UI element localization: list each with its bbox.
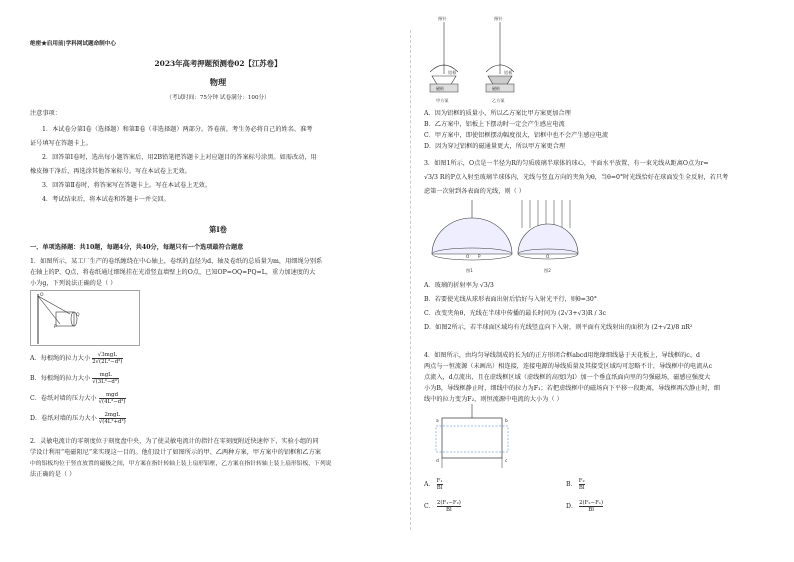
- fig-label: 铝框: [448, 70, 457, 75]
- fraction-numerator: 2(F₁−F₂): [436, 500, 461, 506]
- q2-figure: [426, 14, 536, 106]
- q1-line: 1．如图所示，某工厂生产的卷纸缠绕在中心轴上，卷纸的直径为d，轴及卷纸的总质量为m，用细绳分别系: [30, 258, 323, 265]
- fig-label: c: [505, 459, 508, 464]
- fig-label: a: [436, 419, 439, 424]
- q1-option-d: [30, 412, 126, 425]
- q1-option-b: [30, 372, 119, 385]
- option-fraction: [579, 500, 603, 513]
- fig-label: 铝板: [504, 70, 513, 75]
- option-fraction: [92, 352, 122, 365]
- q1-line: 小为g，下列说法正确的是（ ）: [30, 280, 117, 287]
- notice-line: 1．本试卷分第Ⅰ卷（选择题）和第Ⅱ卷（非选择题）两部分。答卷前，考生务必将自己的姓名、准考: [42, 126, 313, 133]
- notice-line: 2．回答第Ⅰ卷时，选出每小题答案后，用2B铅笔把答题卡上对应题目的答案标号涂黑。如需改动，用: [42, 154, 317, 161]
- q1-fig-label: Q: [76, 313, 80, 318]
- fraction-denominator: √(4L²+d²): [98, 419, 126, 425]
- fraction-numerator: F₁: [436, 478, 443, 484]
- fraction-numerator: F₂: [578, 478, 585, 484]
- q4-option-c: [424, 500, 461, 513]
- option-fraction: [437, 478, 443, 491]
- q2-line: 法正确的是（ ）: [30, 471, 76, 478]
- q1-figure: [30, 290, 140, 346]
- notice-line: 橡皮擦干净后，再选涂其他答案标号。写在本试卷上无效。: [30, 168, 191, 175]
- notice-line: 证号填写在答题卡上。: [30, 140, 92, 147]
- q3-option-a: A．玻璃的折射率为 √3/3: [424, 282, 494, 289]
- q4-line: 小为B，导线框静止时，细线中的拉力为F₁；若把虚线框中的磁场向下平移一段距离，导线框再次静止时，细: [424, 385, 720, 392]
- fig-label: 乙方案: [492, 98, 505, 103]
- option-fraction: [92, 372, 119, 385]
- figure-2: [518, 200, 578, 274]
- subject-title: 物理: [209, 77, 227, 87]
- column-divider: [410, 30, 411, 530]
- q2-line: 中的铝板均位于竖直放置的磁极之间，甲方案在指针转轴上装上扇形铝框，乙方案在指针转轴上装上扇形铝板，下列说: [30, 461, 332, 467]
- fig-label: 磁极: [492, 86, 500, 91]
- q4-line: 两点与一恒流源（未画出）相连接，连接电源的导线质量及其接受区域均可忽略不计，导线框中的电流从c: [424, 363, 713, 370]
- q4-line: 4．如图所示，由均匀导线制成的长为l的正方形闭合框abcd用绝缘细线悬于天花板上，导线框的c、d: [424, 352, 700, 359]
- option-label: A．: [424, 481, 435, 488]
- fraction-numerator: mgL: [92, 372, 119, 379]
- notice-heading: 注意事项：: [30, 110, 61, 117]
- fraction-numerator: √3mgL: [92, 352, 122, 359]
- q3-option-c: C．改变夹角θ，光线在半球中传播的最长时间为 (2√3+√3)R / 3c: [424, 310, 606, 317]
- fig-label: O: [466, 254, 470, 259]
- scheme-b: [486, 15, 514, 104]
- option-fraction: [99, 392, 126, 405]
- option-label: B．: [566, 481, 577, 488]
- fraction-numerator: 2(F₂−F₁): [579, 500, 604, 506]
- q4-figure: [426, 404, 518, 470]
- figure-1: [432, 200, 512, 274]
- option-label: D．: [566, 503, 578, 510]
- q3-option-d: D．如图2所示，若半球面区域均有光线竖直向下入射，则平面有光线射出的面积为 (2+√2)/8 πR²: [424, 324, 693, 331]
- notice-line: 4．考试结束后，将本试卷和答题卡一并交回。: [42, 196, 170, 203]
- fraction-denominator: √(3L²−d²): [92, 379, 120, 385]
- exam-meta: （考试时间：75分钟 试卷满分：100分）: [166, 95, 270, 101]
- option-label: D．卷纸对墙的压力大小: [30, 415, 97, 422]
- fig-label: d: [436, 459, 439, 464]
- fraction-denominator: Bl: [446, 507, 452, 513]
- q4-line: 线中的拉力变为F₂，则恒流源中电流的大小为（ ）: [424, 396, 563, 403]
- q1-option-a: [30, 352, 123, 365]
- fraction-denominator: √(4L²−d²): [98, 399, 126, 405]
- q3-line: √3/3 R的P点入射至玻璃半球体内，光线与竖直方向的夹角为θ，当θ=0°时光线恰好在球面发生全反射，若只考: [424, 174, 729, 181]
- fraction-denominator: Bl: [588, 507, 594, 513]
- q4-option-d: [566, 500, 603, 513]
- fig-label: 甲方案: [436, 98, 449, 103]
- fraction-denominator: 2√(2L²−d²): [92, 359, 123, 365]
- q2-option-b: B．乙方案中，铝板上下摆动时一定会产生感应电流: [424, 121, 565, 128]
- option-label: B．每根绳的拉力大小: [30, 375, 91, 382]
- fraction-denominator: Bl: [578, 485, 585, 491]
- part-heading: 第Ⅰ卷: [209, 225, 227, 234]
- exam-title: 2023年高考押题预测卷02【江苏卷】: [154, 59, 282, 68]
- fraction-numerator: 2mgL: [99, 412, 126, 419]
- q4-option-a: [424, 478, 443, 491]
- fig-label: 磁极: [436, 86, 444, 91]
- fig-label: O: [546, 254, 550, 259]
- q3-figure: [426, 198, 586, 276]
- q2-line: 学设计利用“电磁阻尼”来实现这一目的。他们设计了如图所示的甲、乙两种方案，甲方案中的铝框和乙方案: [30, 449, 321, 456]
- left-column: [28, 0, 408, 562]
- q3-option-b: B．若要使光线从球形表面出射后恰好与入射光平行，则θ=30°: [424, 296, 597, 303]
- fig-label: 指针: [438, 16, 447, 21]
- fig-label: 图1: [466, 268, 473, 273]
- q4-option-b: [566, 478, 585, 491]
- q2-option-a: A．因为铝框的质量小，所以乙方案比甲方案更加合理: [424, 110, 571, 117]
- fig-label: b: [505, 419, 508, 424]
- q3-line: 3．如图1所示，O点是一半径为R的匀质玻璃半球体的球心，平面水平放置，有一束光线从距离O点为r=: [424, 160, 709, 167]
- q2-option-d: D．因为穿过铝框的磁通量更大，所以甲方案更合理: [424, 143, 566, 150]
- fraction-denominator: Bl: [436, 485, 443, 491]
- q4-line: 点流入，d点流出，且在虚线框区域（虚线框的高度l为l）加一个垂直纸面向里的匀强磁场，磁感应强度大: [424, 374, 711, 381]
- option-label: C．: [424, 503, 435, 510]
- fraction-numerator: mgd: [99, 392, 126, 399]
- q1-line: 在轴上的P、Q点，将卷纸通过细绳挂在光滑竖直墙壁上的O点，已知OP=OQ=PQ=L，重力加速度的大: [30, 269, 316, 276]
- q3-line: 虑第一次射到各表面的光线，则（ ）: [424, 188, 525, 195]
- right-column: [422, 0, 777, 562]
- q2-option-c: C．甲方案中，即使铝框摆动幅度很大，铝框中也不会产生感应电流: [424, 132, 609, 139]
- notice-line: 3．回答第Ⅱ卷时，将答案写在答题卡上。写在本试卷上无效。: [42, 182, 212, 189]
- option-label: A．每根绳的拉力大小: [30, 355, 91, 362]
- q1-fig-label: O: [40, 293, 44, 298]
- option-fraction: [437, 500, 461, 513]
- q1-fig-label: P: [54, 325, 57, 330]
- fig-label: 指针: [494, 16, 503, 21]
- option-fraction: [99, 412, 126, 425]
- fig-label: 图2: [544, 268, 551, 273]
- fig-label: P: [478, 254, 481, 259]
- q1-option-c: [30, 392, 126, 405]
- q2-line: 2．灵敏电流计的零刻度位于刻度盘中央，为了使灵敏电流计的指针在零刻度附近快速停下，实验小组的同: [30, 438, 319, 445]
- option-fraction: [579, 478, 585, 491]
- scheme-a: [430, 15, 458, 104]
- section-heading: 一、单项选择题：共10题，每题4分，共40分，每题只有一个选项最符合题意: [30, 244, 244, 251]
- secret-label: 绝密★启用前|学科网试题命制中心: [30, 41, 116, 47]
- option-label: C．卷纸对墙的压力大小: [30, 395, 97, 402]
